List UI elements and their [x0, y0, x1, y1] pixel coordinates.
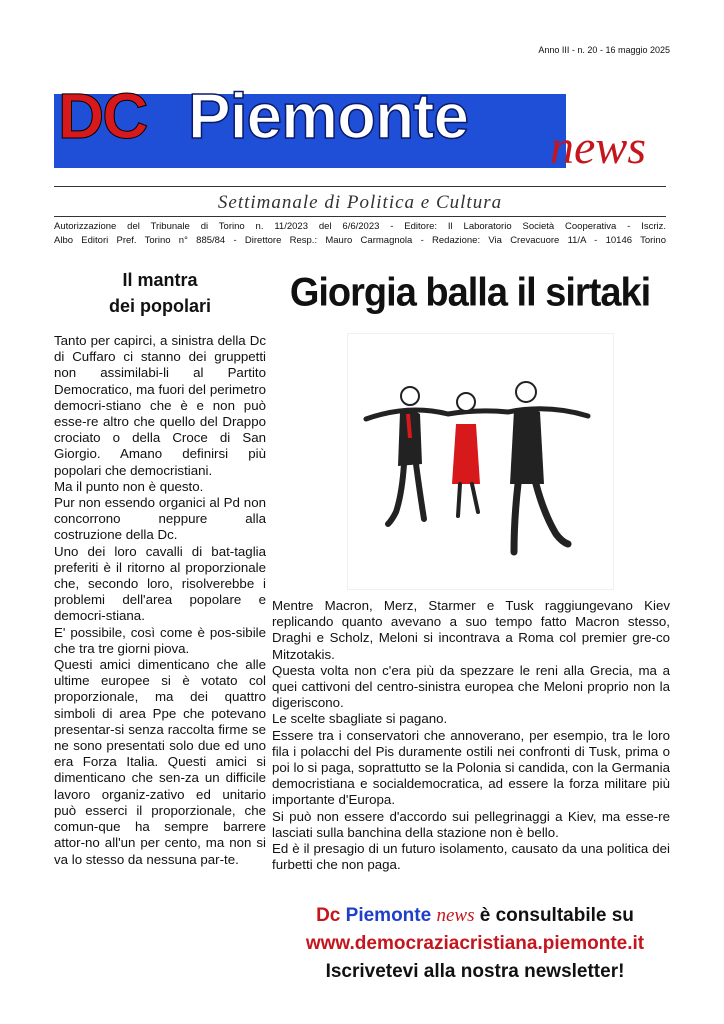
paragraph: Si può non essere d'accordo sui pellegrinaggi a Kiev, ma esse-re lasciati sulla banchina della stazione non è bello. — [272, 808, 670, 840]
legal-line-2: Albo Editori Pref. Torino n° 885/84 - Direttore Resp.: Mauro Carmagnola - Redazione: Via Crevacuore 11/A - 10146 Torino — [54, 235, 666, 246]
promo-newsletter: Iscrivetevi alla nostra newsletter! — [325, 961, 625, 982]
paragraph: Ma il punto non è questo. — [54, 478, 204, 494]
left-title-line1: Il mantra — [122, 270, 198, 290]
newspaper-subtitle: Settimanale di Politica e Cultura — [217, 192, 503, 213]
promo-dc: Dc — [316, 905, 341, 926]
masthead-news: news — [550, 121, 646, 174]
promo-consultabile: è consultabile su — [479, 905, 634, 926]
promo-news: news — [436, 905, 475, 926]
paragraph: Questa volta non c'era più da spezzare le reni alla Grecia, ma a quei cattivoni del centro-sinistra europea che Meloni proprio non la digeriscono. — [272, 662, 670, 711]
promo-url-link[interactable]: www.democraziacristiana.piemonte.it — [305, 933, 645, 954]
promo-piemonte: Piemonte — [345, 905, 432, 926]
paragraph: Tanto per capirci, a sinistra della Dc di Cuffaro ci stanno dei gruppetti non assimilabi-li al Partito Democratico, ma fuori del perimetro democri-stiano che è e non può esse-re altro che quello del Drappo crociato o della Croce di San Giorgio. Amano definirsi più popolari che democristiani. — [54, 333, 266, 478]
paragraph: Mentre Macron, Merz, Starmer e Tusk raggiungevano Kiev replicando quanto avevano a suo tempo fatto Macron stesso, Draghi e Scholz, Meloni si incontrava a Roma col premier gre-co Mitzotakis. — [272, 598, 670, 662]
newsletter-promo — [270, 902, 680, 986]
issue-info: Anno III - n. 20 - 16 maggio 2025 — [538, 45, 670, 55]
paragraph: Uno dei loro cavalli di bat-taglia preferiti è il ritorno al proporzionale che, secondo loro, risolverebbe i problemi dell'area popolare e democri-stiana. — [54, 543, 266, 624]
legal-line-1: Autorizzazione del Tribunale di Torino n. 11/2023 del 6/6/2023 - Editore: Il Laboratorio Società Cooperativa - Iscriz. — [54, 221, 666, 232]
paragraph: Essere tra i conservatori che annoverano, per esempio, tra le loro fila i polacchi del Pis duramente ostili nei confronti di Tusk, prima o poi lo si paga, soprattutto se la Polonia si candida, con la Germania democristiana e socialdemocratica, ad essere la forza militare più importante d'Europa. — [272, 727, 670, 808]
paragraph: Ed è il presagio di un futuro isolamento, causato da una politica dei furbetti che non paga. — [272, 841, 670, 873]
divider — [54, 186, 666, 187]
dancers-illustration — [347, 333, 614, 590]
paragraph: Le scelte sbagliate si pagano. — [272, 711, 448, 727]
paragraph: E' possibile, così come è pos-sibile che tra tre giorni piova. — [54, 624, 266, 656]
promo-line-1 — [270, 902, 680, 930]
divider — [54, 216, 666, 217]
dancers-drawing — [348, 334, 613, 589]
left-title-line2: dei popolari — [108, 296, 211, 316]
paragraph: Questi amici dimenticano che alle ultime europee si è votato col proporzionale, ma dei quattro simboli di area Ppe che potevano presentar-si senza raccolta firme se ne sono presentati solo due ed uno era Forza Italia. Questi amici si dimenticano che sen-za un difficile lavoro organiz-zativo ed unitario può esserci il proporzionale, che comun-que ha sempre barrere attor-no all'un per cento, ma non si va lo stesso da nessuna par-te. — [54, 657, 266, 867]
masthead-dc: DC — [58, 80, 147, 152]
masthead-piemonte: Piemonte — [188, 80, 469, 152]
paragraph: Pur non essendo organici al Pd non concorrono neppure alla costruzione della Dc. — [54, 495, 266, 543]
left-article-body — [54, 333, 266, 868]
main-article-body — [272, 598, 670, 873]
main-article-title: Giorgia balla il sirtaki — [289, 270, 651, 316]
left-article-title — [54, 267, 266, 319]
